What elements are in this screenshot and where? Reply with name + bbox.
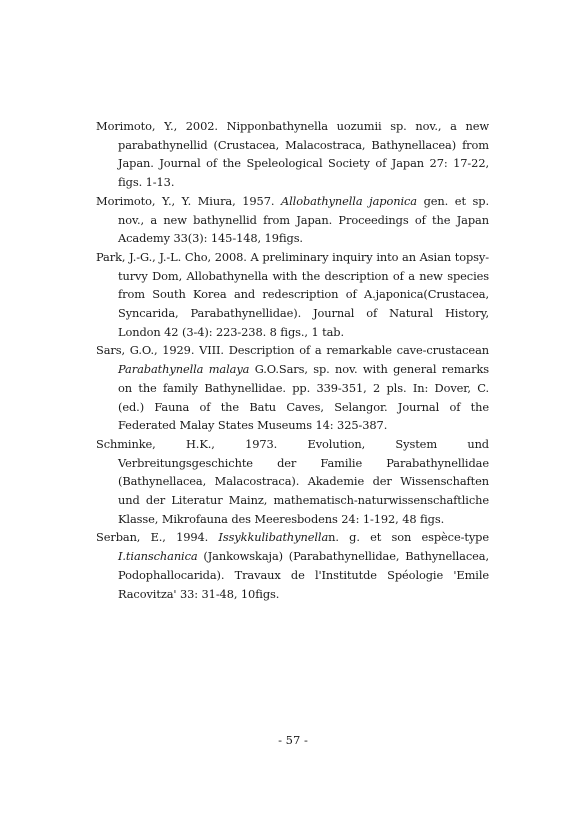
reference-text: Park, J.-G., J.-L. Cho, 2008. A preliminary inquiry into an Asian topsy-turvy Dom, Allobathynella with the description of a new species from South Korea and redescription of A.japonica(Crustacea, Syncarida, Parabathynellidae). Journal of Natural History, London 42 (3-4): 223-238. 8 figs., 1 tab. [96,249,489,339]
reference-entry [96,117,489,192]
taxon-name: Parabathynella malaya [118,362,250,377]
reference-text: Morimoto, Y., 2002. Nipponbathynella uozumii sp. nov., a new parabathynellid (Crustacea, Malacostraca, Bathynellacea) from Japan. Journal of the Speleological Society of Japan 27: 17-22, figs. 1-13. [96,119,489,190]
taxon-name: Issykkulibathynella [218,530,329,545]
reference-entry [96,341,489,435]
reference-text: (Jankowskaja) (Parabathynellidae, Bathynellacea, Podophallocarida). Travaux de l'Institutde Spéologie 'Emile Racovitza' 33: 31-48, 10figs. [118,549,489,601]
page-number: - 57 - [278,733,308,747]
reference-text: n. g. et son espèce-type [328,530,489,545]
reference-list [96,117,489,603]
reference-text: Schminke, H.K., 1973. Evolution, System und Verbreitungsgeschichte der Familie Parabathynellidae (Bathynellacea, Malacostraca). Akademie der Wissenschaften und der Literatur Mainz, mathematisch-naturwissenschaftliche Klasse, Mikrofauna des Meeresbodens 24: 1-192, 48 figs. [96,436,489,526]
reference-text: Serban, E., 1994. [96,530,219,545]
reference-text: Sars, G.O., 1929. VIII. Description of a remarkable cave-crustacean [96,343,489,358]
taxon-name: Allobathynella japonica [280,193,417,208]
reference-text: G.O.Sars, sp. nov. with general remarks on the family Bathynellidae. pp. 339-351, 2 pls. In: Dover, C. (ed.) Fauna of the Batu Caves, Selangor. Journal of the Federated Malay States Museums 14: 325-387. [118,362,489,433]
taxon-name: I.tianschanica [118,549,198,564]
reference-entry [96,528,489,603]
reference-text: gen. et sp. nov., a new bathynellid from Japan. Proceedings of the Japan Academy 33(3): 145-148, 19figs. [118,193,489,246]
reference-entry [96,435,489,529]
reference-entry [96,192,489,248]
reference-entry [96,248,489,342]
reference-text: Morimoto, Y., Y. Miura, 1957. [96,193,281,208]
